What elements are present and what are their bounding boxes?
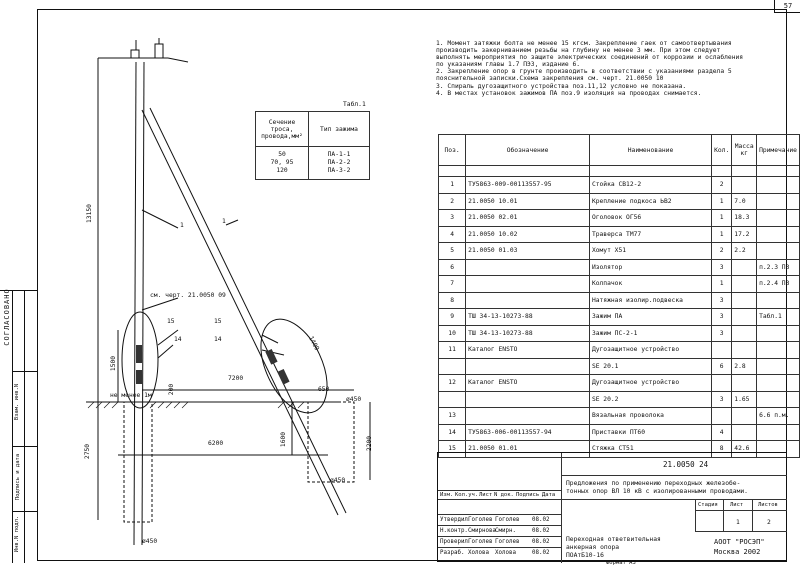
- spec-cell: [757, 292, 800, 309]
- spec-cell: 42.6: [732, 441, 757, 458]
- spec-cell: 1.65: [732, 391, 757, 408]
- spec-cell: 2: [439, 193, 466, 210]
- spec-cell: Оголовок ОГ56: [589, 210, 711, 227]
- note-line: 4. В местах установок зажимов ПА поз.9 изоляция на проводах снимается.: [436, 89, 702, 97]
- spec-cell: 7: [439, 276, 466, 293]
- spec-header: Масса кг: [732, 135, 757, 166]
- signature-cell: Утвердил: [440, 517, 468, 523]
- spec-cell: [732, 342, 757, 359]
- dim-650: 650: [318, 386, 330, 393]
- stage-header: Стадия: [698, 502, 718, 508]
- drawing-title-line: анкерная опора: [566, 544, 620, 551]
- note-line: пояснительной записки.Схема закрепления см. черт. 21.0050 10: [436, 75, 664, 83]
- spec-cell: Приставки ПТ60: [589, 424, 711, 441]
- spec-cell: 3: [712, 391, 732, 408]
- spec-cell: 18.3: [732, 210, 757, 227]
- signature-cell: Гоголев: [495, 539, 520, 545]
- spec-cell: 21.0050 02.01: [466, 210, 590, 227]
- format-label: Формат А3: [606, 560, 636, 566]
- spec-cell: [757, 342, 800, 359]
- spec-cell: 4: [712, 424, 732, 441]
- stage-header: Лист: [730, 502, 744, 508]
- spec-cell: 3: [712, 259, 732, 276]
- title-block: [437, 452, 787, 562]
- spec-cell: [757, 424, 800, 441]
- company-city: Москва 2002: [714, 548, 761, 556]
- left-strip: [0, 290, 37, 563]
- spec-cell: п.2.3 ПЗ: [757, 259, 800, 276]
- dim-13150: 13150: [85, 204, 93, 223]
- spec-row: [439, 292, 800, 309]
- rev-header: Подпись: [516, 492, 540, 498]
- callout-1a: 1: [180, 222, 184, 229]
- spec-cell: [732, 309, 757, 326]
- spec-cell: 21.0050 01.01: [466, 441, 590, 458]
- rev-header: Изм.: [440, 492, 454, 498]
- spec-cell: [732, 259, 757, 276]
- spec-cell: [466, 408, 590, 425]
- spec-cell: 6.6 п.м.: [757, 408, 800, 425]
- sheets-value: 2: [767, 519, 771, 526]
- spec-cell: ТШ 34-13-10273-88: [466, 325, 590, 342]
- spec-row: [439, 259, 800, 276]
- spec-cell: Зажим ПА: [589, 309, 711, 326]
- spec-cell: Натяжная изолир.подвеска: [589, 292, 711, 309]
- spec-cell: 5: [439, 243, 466, 260]
- note-line: 3. Спираль дугозащитного устройства поз.11,12 условно не показана.: [436, 82, 687, 90]
- spec-cell: [757, 358, 800, 375]
- pole-right-edge: [142, 62, 144, 545]
- spec-header: Наименование: [589, 135, 711, 166]
- spec-cell: [732, 408, 757, 425]
- spec-cell: [439, 391, 466, 408]
- spec-cell: [732, 177, 757, 194]
- spec-cell: 3: [712, 292, 732, 309]
- insulator-left: [131, 50, 139, 58]
- dim-2200: 2200: [366, 435, 374, 452]
- general-notes: [436, 40, 781, 97]
- strut-pit: [308, 402, 354, 482]
- spec-cell: Крепление подкоса ЬВ2: [589, 193, 711, 210]
- description-line: Предложения по применению переходных железобе-: [566, 480, 741, 487]
- drawing-code: 21.0050 24: [663, 460, 709, 469]
- diam-450-c: ø450: [142, 538, 158, 545]
- spec-cell: [466, 259, 590, 276]
- table1-cell: 120: [276, 167, 288, 174]
- spec-cell: 14: [439, 424, 466, 441]
- table1: [255, 111, 370, 180]
- table1-cell: 70, 95: [270, 159, 294, 166]
- callout-14a: 14: [174, 336, 182, 343]
- spec-cell: SE 20.2: [589, 391, 711, 408]
- dim-1500: 1500: [110, 355, 118, 372]
- dim-6200: 6200: [208, 440, 224, 447]
- spec-cell: 2.8: [732, 358, 757, 375]
- signature-cell: Н.контр.: [440, 528, 468, 534]
- spec-row: [439, 226, 800, 243]
- spec-cell: Дугозащитное устройство: [589, 342, 711, 359]
- spec-row: [439, 358, 800, 375]
- spec-cell: 6: [439, 259, 466, 276]
- spec-row: [439, 193, 800, 210]
- spec-cell: [757, 226, 800, 243]
- signature-cell: Смирнова: [468, 528, 496, 534]
- spec-row: [439, 177, 800, 194]
- spec-cell: [757, 391, 800, 408]
- spec-cell: 21.0050 01.03: [466, 243, 590, 260]
- table1-cell: ПА-3-2: [327, 167, 351, 174]
- table1-cell: ПА-1-1: [327, 151, 351, 158]
- stage-header: Листов: [758, 502, 778, 508]
- spec-row: [439, 391, 800, 408]
- signature-cell: Смирн.: [495, 528, 516, 534]
- spec-header: Примечание: [757, 135, 800, 166]
- signature-cell: Гоголев: [468, 517, 493, 523]
- note-line: по указаниям главы 1.7 ПЭЗ, издание 6.: [436, 61, 581, 69]
- spec-cell: 11: [439, 342, 466, 359]
- spec-cell: 3: [439, 210, 466, 227]
- spec-cell: Траверса ТМ77: [589, 226, 711, 243]
- spec-cell: 1: [712, 210, 732, 227]
- spec-cell: 1: [712, 193, 732, 210]
- replace-inv-label: Взам. инв.N: [14, 383, 20, 421]
- spec-cell: 15: [439, 441, 466, 458]
- approval-stamp: СОГЛАСОВАНО: [3, 288, 11, 346]
- signature-cell: Разраб.: [440, 550, 465, 556]
- signature-cell: Гоголев: [468, 539, 493, 545]
- callout-14b: 14: [214, 336, 222, 343]
- spec-cell: ТУ5863-009-00113557-95: [466, 177, 590, 194]
- spec-cell: [732, 325, 757, 342]
- spec-cell: [439, 358, 466, 375]
- table1-col1-header: Сечение троса, провода,мм²: [256, 112, 309, 147]
- spec-cell: 1: [439, 177, 466, 194]
- spec-row: [439, 408, 800, 425]
- inv-original-label: Инв.N подл.: [14, 515, 20, 553]
- sheet-number: 57: [774, 0, 800, 13]
- spec-cell: [466, 292, 590, 309]
- spec-cell: Колпачок: [589, 276, 711, 293]
- spec-row: [439, 375, 800, 392]
- callout-1b: 1: [222, 218, 226, 225]
- note-line: производить закерниванием резьбы на глубину не менее 3 мм. При этом следует: [436, 47, 721, 55]
- spec-cell: [732, 292, 757, 309]
- signature-date-label: Подпись и дата: [15, 453, 21, 501]
- spec-header: Поз.: [439, 135, 466, 166]
- drawing-title-line: Переходная ответвительная: [566, 536, 661, 543]
- spec-cell: 3: [712, 325, 732, 342]
- spec-cell: Стяжка СТ51: [589, 441, 711, 458]
- spec-cell: 12: [439, 375, 466, 392]
- signature-cell: Холова: [468, 550, 489, 556]
- table1-title: Табл.1: [343, 101, 366, 108]
- signature-cell: 08.02: [532, 539, 550, 545]
- spec-cell: [757, 193, 800, 210]
- spec-cell: Хомут Х51: [589, 243, 711, 260]
- pole-drawing: [38, 10, 433, 562]
- company-name: АООТ "РОСЭП": [714, 538, 765, 546]
- spec-cell: [757, 375, 800, 392]
- signature-cell: Гоголев: [495, 517, 520, 523]
- spec-cell: 2: [712, 243, 732, 260]
- drawing-title-line: ПОАтБ10-16: [566, 552, 604, 559]
- dim-2750: 2750: [84, 443, 92, 460]
- pole-pit: [124, 402, 152, 522]
- dim-1600: 1600: [280, 431, 288, 448]
- spec-cell: 2: [712, 177, 732, 194]
- callout-15a: 15: [167, 318, 175, 325]
- callout-15b: 15: [214, 318, 222, 325]
- spec-cell: 21.0050 10.02: [466, 226, 590, 243]
- spec-cell: [466, 391, 590, 408]
- spec-cell: 8: [712, 441, 732, 458]
- spec-cell: п.2.4 ПЗ: [757, 276, 800, 293]
- spec-cell: Каталог ENSTO: [466, 375, 590, 392]
- signature-cell: Холова: [495, 550, 516, 556]
- spec-cell: 3: [712, 309, 732, 326]
- spec-cell: [712, 375, 732, 392]
- spec-cell: [466, 358, 590, 375]
- spec-cell: 7.0: [732, 193, 757, 210]
- spec-cell: SE 20.1: [589, 358, 711, 375]
- spec-cell: 21.0050 10.01: [466, 193, 590, 210]
- spec-cell: 13: [439, 408, 466, 425]
- spec-cell: [757, 243, 800, 260]
- spec-cell: ТУ5863-006-00113557-94: [466, 424, 590, 441]
- spec-cell: 8: [439, 292, 466, 309]
- spec-cell: [712, 408, 732, 425]
- spec-row: [439, 424, 800, 441]
- spec-cell: Каталог ENSTO: [466, 342, 590, 359]
- note-line: 2. Закрепление опор в грунте производить в соответствии с указаниями раздела 5: [436, 68, 732, 76]
- table1-col2-header: Тип зажима: [309, 112, 370, 147]
- sheet-value: 1: [736, 519, 740, 526]
- spec-cell: [757, 210, 800, 227]
- table1-cell: 50: [278, 151, 286, 158]
- spec-cell: Зажим ПС-2-1: [589, 325, 711, 342]
- signature-cell: 08.02: [532, 517, 550, 523]
- spec-cell: 10: [439, 325, 466, 342]
- spec-cell: 17.2: [732, 226, 757, 243]
- spec-cell: [732, 276, 757, 293]
- description-line: тонных опор ВЛ 10 кВ с изолированными проводами.: [566, 488, 748, 495]
- diam-450-b: ø450: [330, 477, 346, 484]
- spec-cell: [466, 276, 590, 293]
- spec-header: Обозначение: [466, 135, 590, 166]
- diam-450-a: ø450: [346, 396, 362, 403]
- spec-cell: 1: [712, 276, 732, 293]
- signature-cell: Проверил: [440, 539, 468, 545]
- note-line: 1. Момент затяжки болта не менее 15 кгсм. Закрепление гаек от самоотвертывания: [436, 40, 732, 47]
- rev-header: N док.: [494, 492, 514, 498]
- dim-1400: 1400: [306, 335, 321, 352]
- spec-cell: 2.2: [732, 243, 757, 260]
- spec-row: [439, 309, 800, 326]
- spec-row: [439, 325, 800, 342]
- dim-7200: 7200: [228, 375, 244, 382]
- insulator-right: [155, 44, 163, 58]
- ref-note: см. черт. 21.0050 09: [150, 292, 226, 299]
- spec-cell: 1: [712, 226, 732, 243]
- spec-cell: 9: [439, 309, 466, 326]
- signature-cell: 08.02: [532, 528, 550, 534]
- note-line: выполнять мероприятия по защите электрических соединений от коррозии и ослабления: [436, 54, 744, 62]
- specification-table: [438, 134, 800, 458]
- spec-row: [439, 210, 800, 227]
- spec-cell: Дугозащитное устройство: [589, 375, 711, 392]
- spec-cell: [757, 325, 800, 342]
- signature-cell: 08.02: [532, 550, 550, 556]
- spec-cell: Стойка СВ12-2: [589, 177, 711, 194]
- spec-cell: [712, 342, 732, 359]
- spec-cell: [732, 375, 757, 392]
- depth-note: не менее 1м: [110, 392, 152, 399]
- table1-cell: ПА-2-2: [327, 159, 351, 166]
- rev-header: Лист: [479, 492, 493, 498]
- spec-row: [439, 243, 800, 260]
- spec-cell: [757, 177, 800, 194]
- spec-header: Кол.: [712, 135, 732, 166]
- spec-cell: Табл.1: [757, 309, 800, 326]
- spec-cell: 4: [439, 226, 466, 243]
- rev-header: Кол.уч.: [455, 492, 479, 498]
- spec-cell: ТШ 34-13-10273-88: [466, 309, 590, 326]
- pole-left-edge: [134, 62, 136, 545]
- spec-row: [439, 276, 800, 293]
- spec-cell: Вязальная проволока: [589, 408, 711, 425]
- spec-cell: 6: [712, 358, 732, 375]
- dim-200: 200: [168, 383, 176, 396]
- spec-cell: [732, 424, 757, 441]
- spec-header-row: [439, 135, 800, 166]
- rev-header: Дата: [542, 492, 556, 498]
- spec-row: [439, 342, 800, 359]
- spec-cell: Изолятор: [589, 259, 711, 276]
